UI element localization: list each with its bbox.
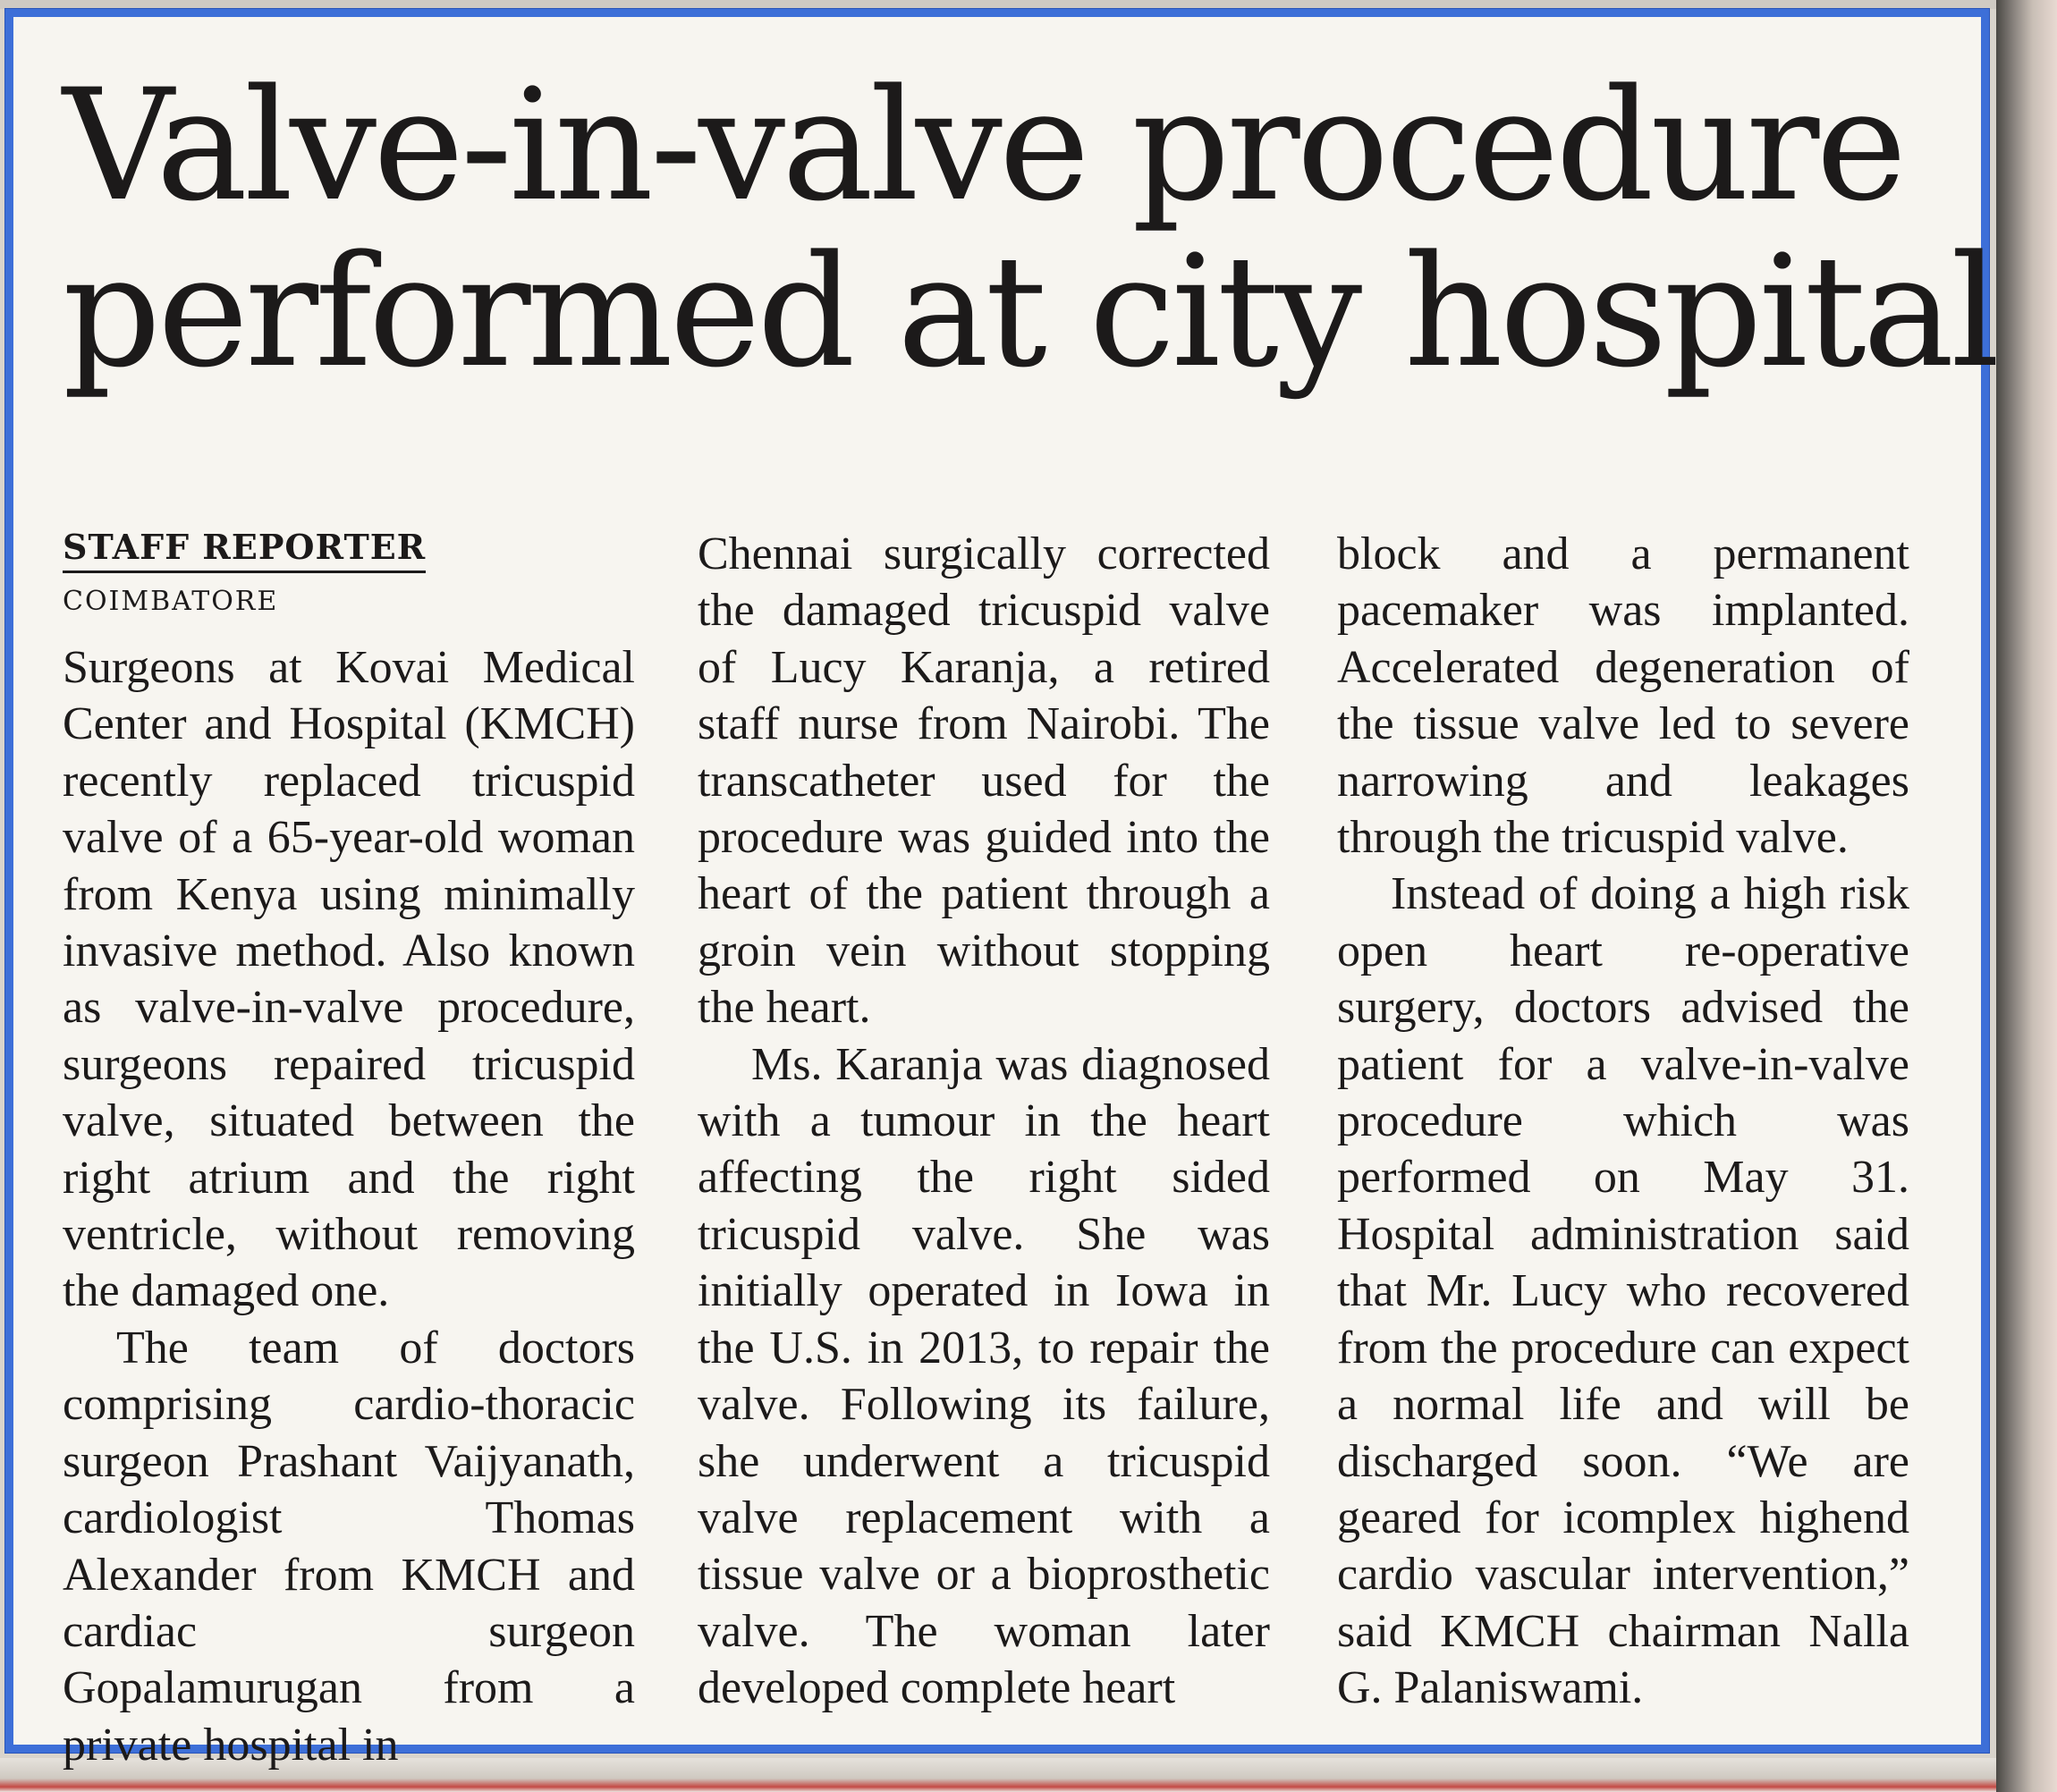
- adjacent-page-edge: [1996, 0, 2057, 1792]
- byline-location: COIMBATORE: [63, 586, 279, 617]
- paragraph: The team of doctors comprising cardio-thoracic surgeon Prashant Vaijyanath, cardiologist Thomas Alexander from KMCH and cardiac surgeon Gopalamurugan from a private hospital in: [63, 1322, 635, 1771]
- paragraph: Chennai surgically corrected the damaged tricuspid valve of Lucy Karanja, a retired staff nurse from Nairobi. The transcatheter used for the procedure was guided into the heart of the patient through a groin vein without stopping the heart.: [698, 528, 1270, 1034]
- headline-line-1: Valve-in-valve procedure: [63, 55, 1904, 235]
- page-top-edge: [0, 0, 1996, 9]
- paragraph: block and a permanent pacemaker was implanted. Accelerated degeneration of the tissue valve led to severe narrowing and leakages through the tricuspid valve.: [1337, 528, 1909, 864]
- byline-reporter: STAFF REPORTER: [63, 528, 426, 573]
- paragraph: Surgeons at Kovai Medical Center and Hospital (KMCH) recently replaced tricuspid valve of a 65-year-old woman from Kenya using minimally invasive method. Also known as valve-in-valve procedure, surgeons repaired tricuspid valve, situated between the right atrium and the right ventricle, without removing the damaged one.: [63, 642, 635, 1317]
- headline-line-2: performed at city hospital: [63, 222, 1997, 402]
- article-column-2: [698, 526, 1270, 1717]
- byline: [63, 528, 635, 618]
- paragraph: Instead of doing a high risk open heart re-operative surgery, doctors advised the patient for a valve-in-valve procedure which was performed on May 31. Hospital administration said that Mr. Lucy who recovered from the procedure can expect a normal life and will be discharged soon. “We are geared for icomplex highend cardio vascular intervention,” said KMCH chairman Nalla G. Palaniswami.: [1337, 868, 1909, 1714]
- article-column-3: [1337, 526, 1909, 1717]
- paragraph: Ms. Karanja was diagnosed with a tumour in the heart affecting the right sided tricuspid valve. She was initially operated in Iowa in the U.S. in 2013, to repair the valve. Following its failure, she underwent a tricuspid valve replacement with a tissue valve or a bioprosthetic valve. The woman later developed complete heart: [698, 1038, 1270, 1714]
- article-column-1: [63, 639, 635, 1773]
- article-headline: [63, 55, 1997, 402]
